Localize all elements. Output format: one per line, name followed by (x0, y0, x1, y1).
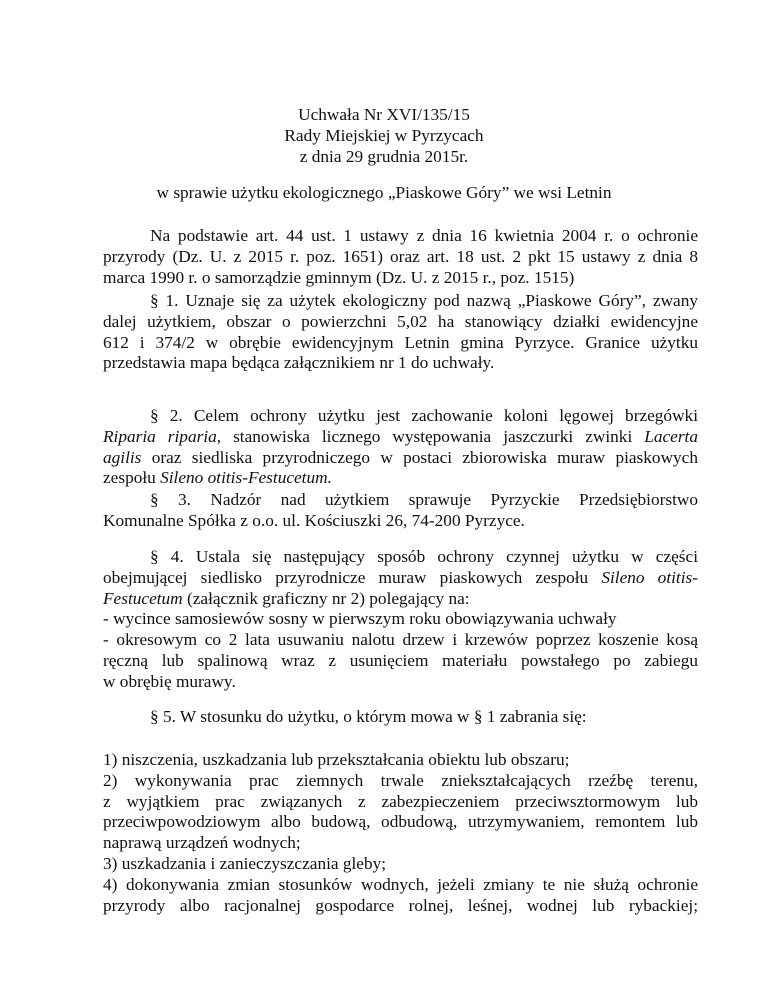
section-2-line-2: Riparia riparia, stanowiska licznego występowania jaszczurki zwinki Lacerta (103, 426, 698, 446)
section-3: § 3. Nadzór nad użytkiem sprawuje Pyrzyckie Przedsiębiorstwo Komunalne Spółka z o.o. ul. Kościuszki 26, 74-200 Pyrzyce. (103, 490, 698, 530)
council-name: Rady Miejskiej w Pyrzycach (284, 125, 484, 145)
resolution-date: z dnia 29 grudnia 2015r. (299, 146, 469, 166)
prohibition-item-2: 2) wykonywania prac ziemnych trwale zniekształcających rzeźbę terenu, (103, 770, 698, 790)
section-2: § 2. Celem ochrony użytku jest zachowanie koloni lęgowej brzegówki Riparia riparia, stanowiska licznego występowania jaszczurki zwinki Lacerta agilis oraz siedliska przyrodniczego w postaci zbiorowiska muraw piaskowych zespołu Sileno otitis-Festucetum. (103, 406, 698, 488)
resolution-number: Uchwała Nr XVI/135/15 (298, 105, 470, 124)
section-4-line-2: obejmującej siedlisko przyrodnicze muraw piaskowych zespołu Sileno otitis- (103, 567, 698, 587)
prohibition-item-3: 3) uszkadzania i zanieczyszczania gleby; (103, 853, 387, 873)
resolution-subject: w sprawie użytku ekologicznego „Piaskowe Góry” we wsi Letnin (156, 183, 612, 202)
section-5-intro: § 5. W stosunku do użytku, o którym mowa w § 1 zabrania się: (150, 707, 587, 726)
legal-basis-paragraph: Na podstawie art. 44 ust. 1 ustawy z dnia 16 kwietnia 2004 r. o ochronie przyrody (Dz. U. z 2015 r. poz. 1651) oraz art. 18 ust. 2 pkt 15 ustawy z dnia 8 marca 1990 r. o samorządzie gminnym (Dz. U. z 2015 r., poz. 1515) (103, 226, 698, 287)
section-2-line-4: zespołu Sileno otitis-Festucetum. (103, 468, 332, 488)
resolution-title (0, 105, 768, 167)
prohibition-item-4: 4) dokonywania zmian stosunków wodnych, jeżeli zmiany te nie służą ochronie (103, 874, 698, 894)
section-1: § 1. Uznaje się za użytek ekologiczny pod nazwą „Piaskowe Góry”, zwany dalej użytkiem, obszar o powierzchni 5,02 ha stanowiący działki ewidencyjne 612 i 374/2 w obrębie ewidencyjnym Letnin gmina Pyrzyce. Granice użytku przedstawia mapa będąca załącznikiem nr 1 do uchwały. (103, 291, 698, 373)
section-4-line-3: Festucetum (załącznik graficzny nr 2) polegający na: (103, 588, 470, 608)
section-5-list: 1) niszczenia, uszkadzania lub przekształcania obiektu lub obszaru; 2) wykonywania prac ziemnych trwale zniekształcających rzeźbę terenu, z wyjątkiem prac związanych z zabezpieczeniem przeciwsztormowym lub przeciwpowodziowym albo budową, odbudową, utrzymywaniem, remontem lub naprawą urządzeń wodnych; 3) uszkadzania i zanieczyszczania gleby; 4) dokonywania zmian stosunków wodnych, jeżeli zmiany te nie służą ochronie przyrody albo racjonalnej gospodarce rolnej, leśnej, wodnej lub rybackiej; (103, 750, 698, 915)
section-4: § 4. Ustala się następujący sposób ochrony czynnej użytku w części obejmującej siedlisko przyrodnicze muraw piaskowych zespołu Sileno otitis- Festucetum (załącznik graficzny nr 2) polegający na: - wycince samosiewów sosny w pierwszym roku obowiązywania uchwały - okresowym co 2 lata usuwaniu nalotu drzew i krzewów poprzez koszenie kosą ręczną lub spalinową wraz z usunięciem materiału powstałego po zabiegu w obrębię murawy. (103, 547, 698, 691)
prohibition-item-1: 1) niszczenia, uszkadzania lub przekształcania obiektu lub obszaru; (103, 750, 570, 769)
section-2-line-3: agilis oraz siedliska przyrodniczego w postaci zbiorowiska muraw piaskowych (103, 447, 698, 467)
